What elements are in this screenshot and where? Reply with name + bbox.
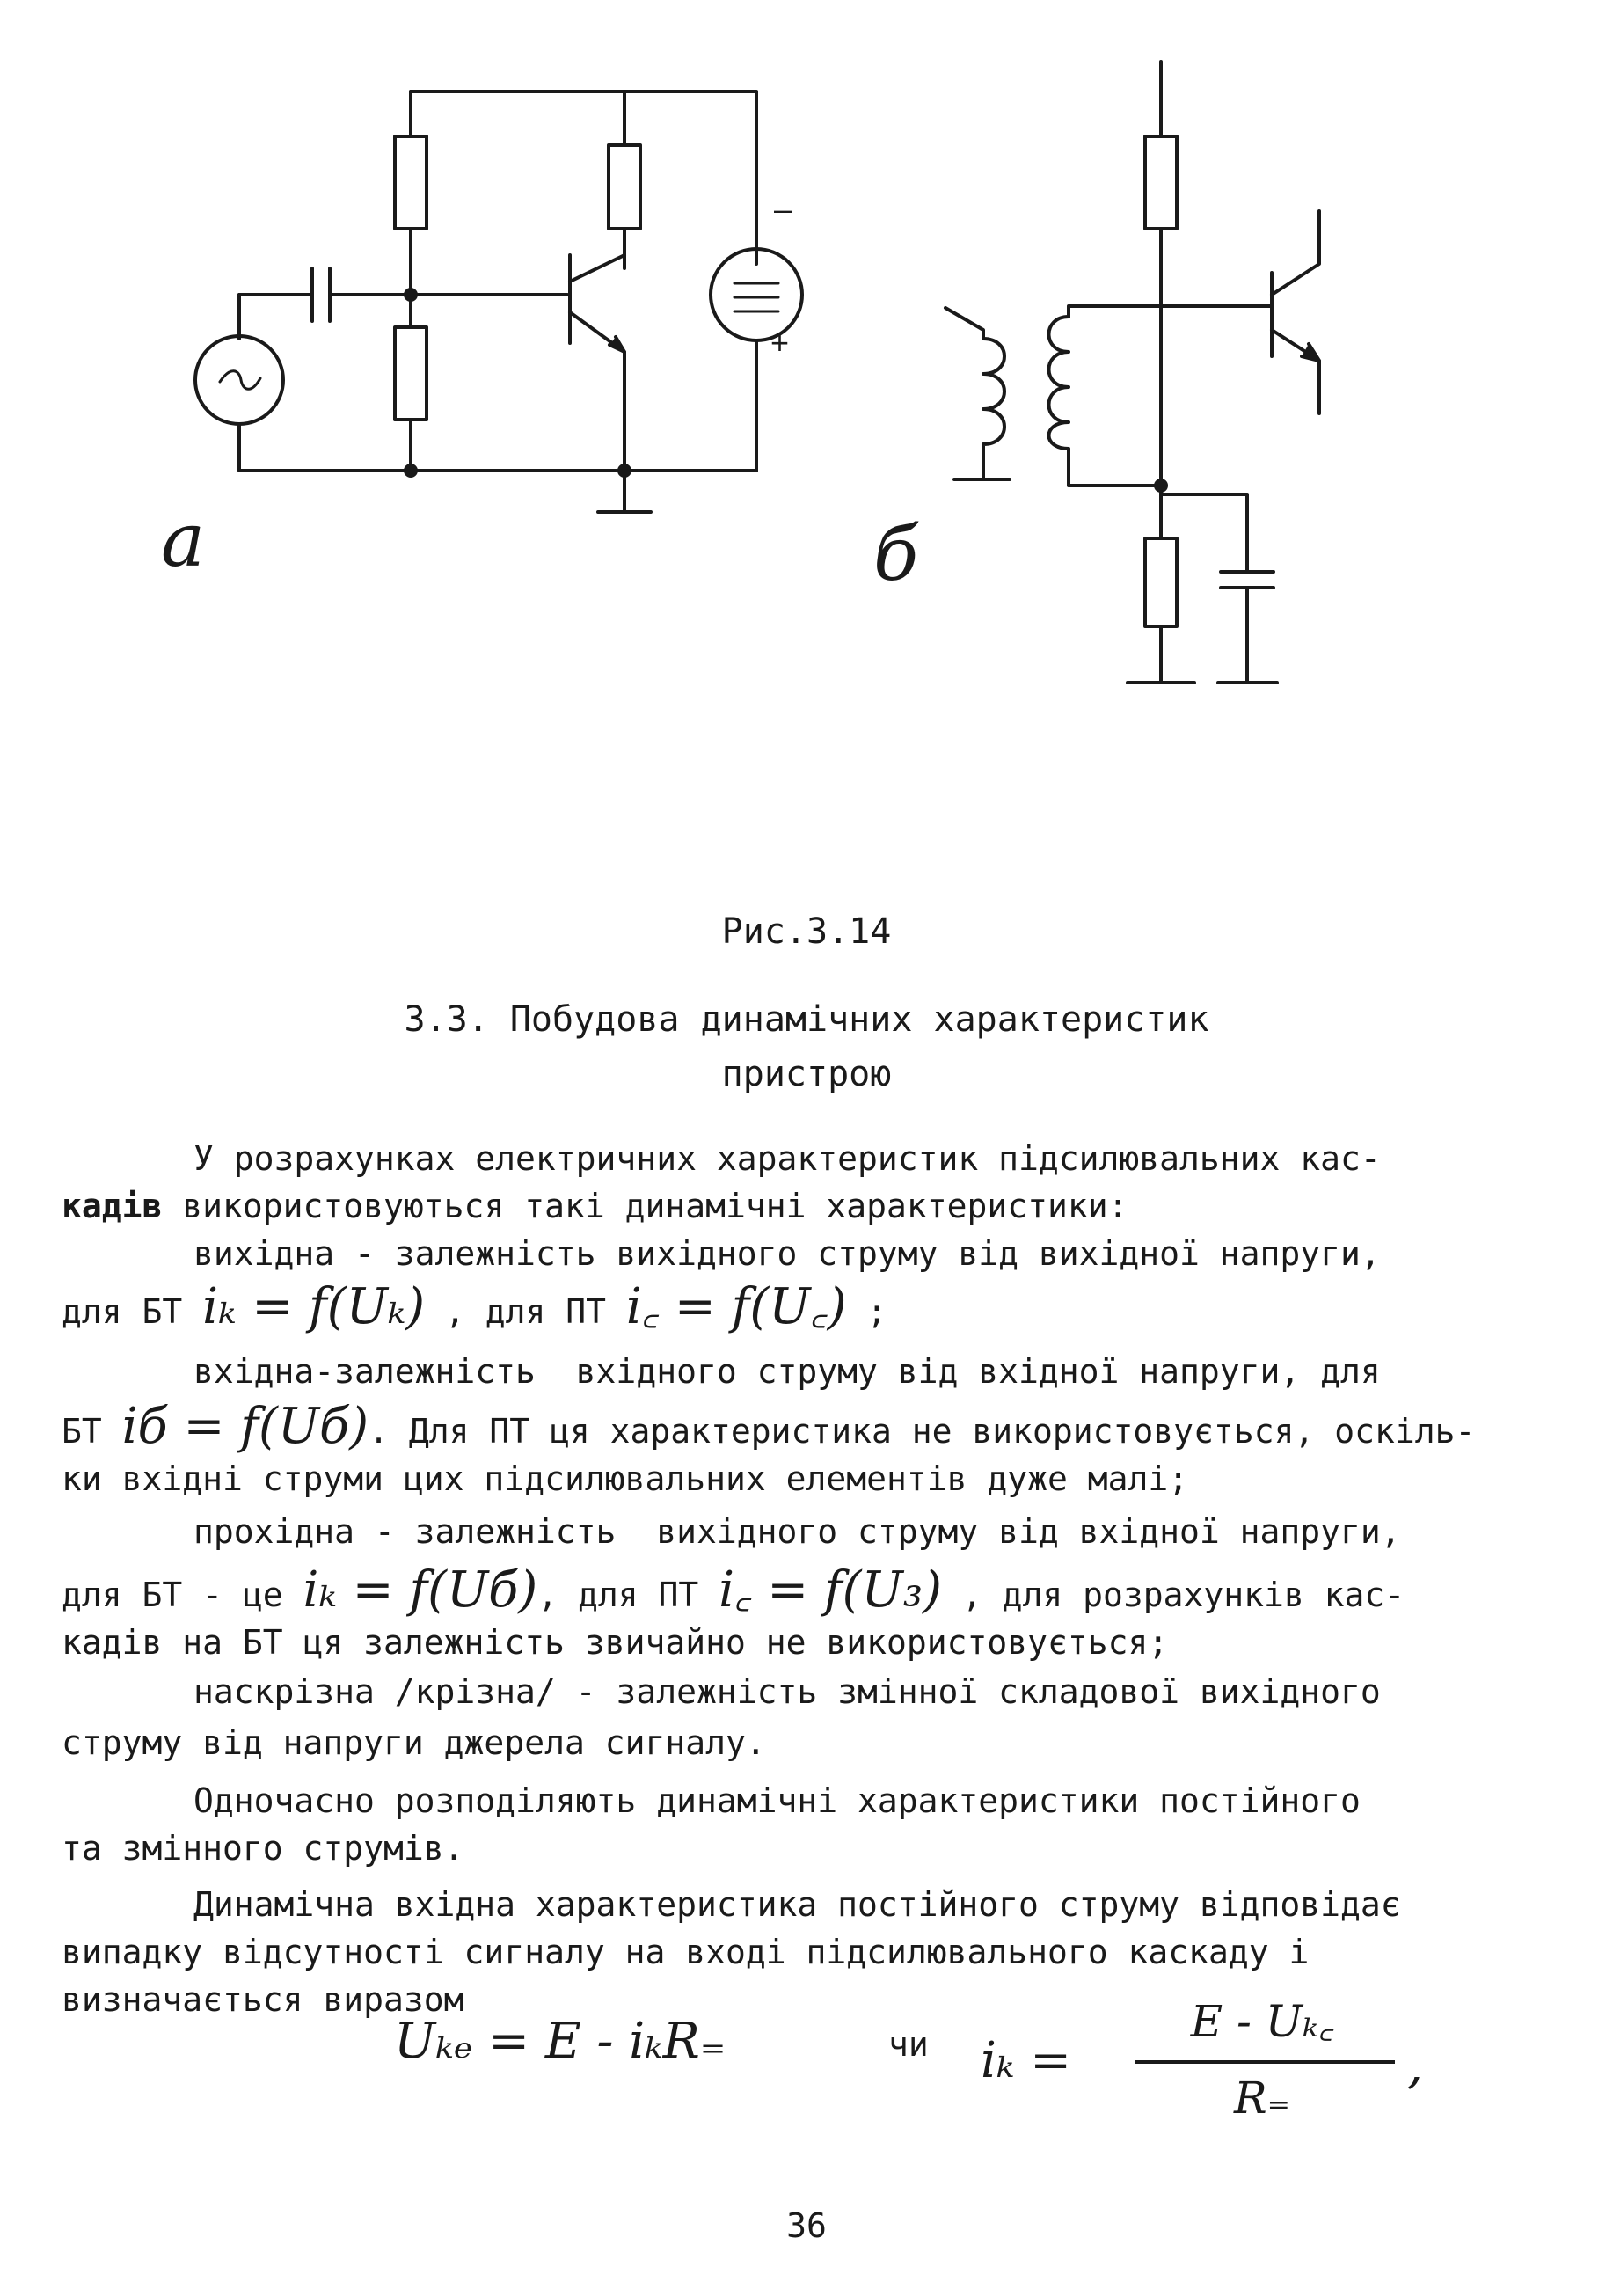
text-span: , для ПТ [425,1292,626,1331]
ground-b1 [1128,626,1194,683]
node-a1 [405,289,416,300]
text-line: визначається виразом [62,1980,464,2019]
text-line: вихідна - залежність вихідного струму від вихідної напруги, [193,1234,1381,1273]
resistor-re [1145,538,1177,626]
figure-label-b: б [873,511,919,597]
resistor-rb1 [1145,136,1177,229]
text-line: ки вхідні струми цих підсилювальних елементів дуже малі; [62,1459,1189,1498]
text-span: , для ПТ [537,1576,719,1614]
formula-trailing-comma: , [1407,2037,1423,2095]
resistor-r1 [395,136,427,229]
text-line: прохідна - залежність вихідного струму від вхідної напруги, [193,1512,1401,1551]
text-span: для БТ [62,1292,203,1331]
handwritten-formula: iб = f(Uб) [121,1398,369,1455]
text-span: , для розрахунків кас- [942,1576,1405,1614]
formula-conjunction: чи [888,2025,929,2064]
transistor-a [570,255,624,471]
text-line: Динамічна вхідна характеристика постійного струму відповідає [193,1885,1401,1924]
capacitor-c1 [312,268,330,321]
formula-rhs-lhs: iₖ = [981,2032,1072,2089]
text-span: ; [846,1292,887,1331]
transistor-b [1272,211,1319,413]
text-line: вхідна-залежність вхідного струму від вхідної напруги, для [193,1352,1381,1391]
section-heading [0,992,1613,1101]
text-line [62,1189,1557,1223]
section-heading-line1: 3.3. Побудова динамічних характеристик [404,999,1209,1040]
resistor-rk [609,145,640,229]
text-span: БТ [62,1412,122,1451]
text-line [62,1278,1557,1335]
text-span: . Для ПТ ця характеристика не використовується, оскіль- [369,1412,1476,1451]
circuit-b [945,62,1319,683]
ground-a [598,471,651,512]
node-a2 [405,465,416,476]
fraction-bar [1135,2060,1395,2064]
text-line: У розрахунках електричних характеристик підсилювальних кас- [193,1139,1381,1178]
formula-numerator: E - Uₖ꜀ [1190,1996,1334,2047]
ac-source [195,336,283,424]
circuit-figure [0,0,1613,792]
section-heading-line2: пристрою [721,1054,892,1094]
text-line [62,1561,1557,1619]
text-line: випадку відсутності сигналу на вході підсилювального каскаду і [62,1933,1310,1971]
text-line: наскрізна /крізна/ - залежність змінної складової вихідного [193,1672,1381,1711]
handwritten-formula: i꜀ = f(U₃) [719,1561,942,1619]
figure-caption: Рис.3.14 [721,911,892,952]
source-plus-label: + [770,325,790,361]
circuit-a [195,91,802,512]
resistor-r2 [395,327,427,420]
formula-left-side: Uₖₑ = E - iₖR₌ [394,2013,726,2070]
text-line: струму від напруги джерела сигналу. [62,1723,766,1762]
text-line: та змінного струмів. [62,1829,464,1868]
ground-b2 [1218,588,1277,683]
figure-label-a: а [161,497,206,583]
text-line: кадів на БТ ця залежність звичайно не використовується; [62,1623,1169,1662]
text-span: використовуються такі динамічні характеристики: [162,1187,1128,1225]
transformer [945,308,1161,486]
bold-word: кадів [62,1187,163,1225]
text-line [62,1398,1557,1455]
page-number: 36 [786,2206,827,2245]
text-span: для БТ - це [62,1576,303,1614]
handwritten-formula: iₖ = f(Uₖ) [202,1278,426,1335]
capacitor-ce [1221,572,1274,588]
handwritten-formula: iₖ = f(Uб) [303,1561,538,1619]
formula-denominator: R₌ [1233,2073,1291,2124]
handwritten-formula: i꜀ = f(U꜀) [625,1278,847,1335]
text-line: Одночасно розподіляють динамічні характеристики постійного [193,1781,1361,1820]
source-minus-label: – [774,191,792,227]
